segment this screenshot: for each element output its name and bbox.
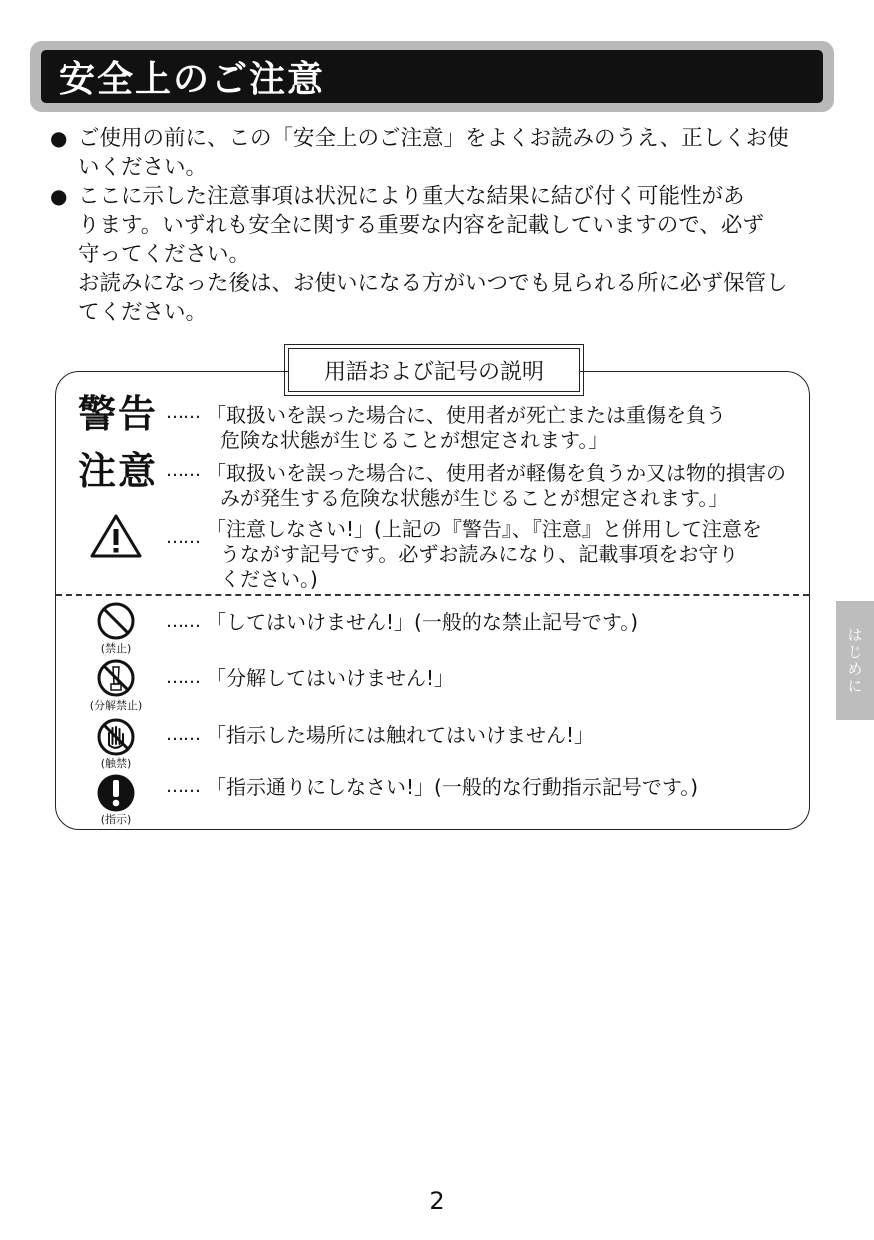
page-number: 2 [429, 1187, 445, 1215]
no-touch-icon [96, 717, 136, 757]
symbol-desc: 「してはいけません!」(一般的な禁止記号です。) [206, 610, 639, 634]
intro-item-cont: 守ってください。 [78, 242, 251, 267]
section-title-frame [30, 41, 834, 112]
terms-box-title: 用語および記号の説明 [288, 348, 580, 392]
leader-dots: …… [166, 724, 200, 745]
symbol-label: (指示) [100, 813, 132, 826]
no-disassembly-icon [96, 658, 136, 698]
intro-text [50, 124, 820, 327]
leader-dots: …… [166, 776, 200, 797]
symbol-label: (禁止) [100, 642, 132, 655]
bullet-icon: ● [50, 184, 68, 208]
section-title-bar [41, 50, 823, 103]
prohibition-icon [96, 601, 136, 641]
bullet-icon: ● [50, 126, 68, 150]
leader-dots: …… [166, 667, 200, 688]
leader-dots: …… [166, 527, 200, 548]
intro-item: ● ここに示した注意事項は状況により重大な結果に結び付く可能性があ [50, 184, 745, 209]
intro-note: お読みになった後は、お使いになる方がいつでも見られる所に必ず保管し [78, 271, 788, 296]
symbol-desc: 「分解してはいけません!」 [206, 666, 455, 690]
intro-item-cont: ります。いずれも安全に関する重要な内容を記載していますので、必ず [78, 213, 764, 238]
intro-item: ● ご使用の前に、この「安全上のご注意」をよくお読みのうえ、正しくお使 [50, 126, 789, 151]
leader-dots: …… [166, 611, 200, 632]
symbol-label: (分解禁止) [89, 699, 143, 712]
symbol-desc: 「指示通りにしなさい!」(一般的な行動指示記号です。) [206, 775, 699, 799]
term-warning-desc: 「取扱いを誤った場合に、使用者が死亡または重傷を負う 危険な状態が生じることが想定されます。」 [206, 403, 726, 452]
leader-dots: …… [166, 460, 200, 481]
symbol-label: (触禁) [100, 757, 132, 770]
divider [56, 594, 809, 596]
term-warning-word: 警告 [78, 392, 159, 436]
leader-dots: …… [166, 402, 200, 423]
section-title: 安全上のご注意 [59, 59, 326, 100]
side-tab: はじめに [836, 601, 874, 720]
term-symbol-desc: 「注意しなさい!」(上記の『警告』、『注意』と併用して注意を うながす記号です。必ずお読みになり、記載事項をお守り ください。) [206, 517, 762, 591]
term-caution-desc: 「取扱いを誤った場合に、使用者が軽傷を負うか又は物的損害の みが発生する危険な状態が生じることが想定されます。」 [206, 461, 786, 510]
mandatory-action-icon [96, 773, 136, 813]
term-caution-word: 注意 [78, 449, 159, 493]
intro-item-cont: いください。 [78, 155, 208, 180]
intro-note: てください。 [78, 300, 208, 325]
symbol-desc: 「指示した場所には触れてはいけません!」 [206, 723, 595, 747]
warning-triangle-icon [90, 513, 142, 559]
